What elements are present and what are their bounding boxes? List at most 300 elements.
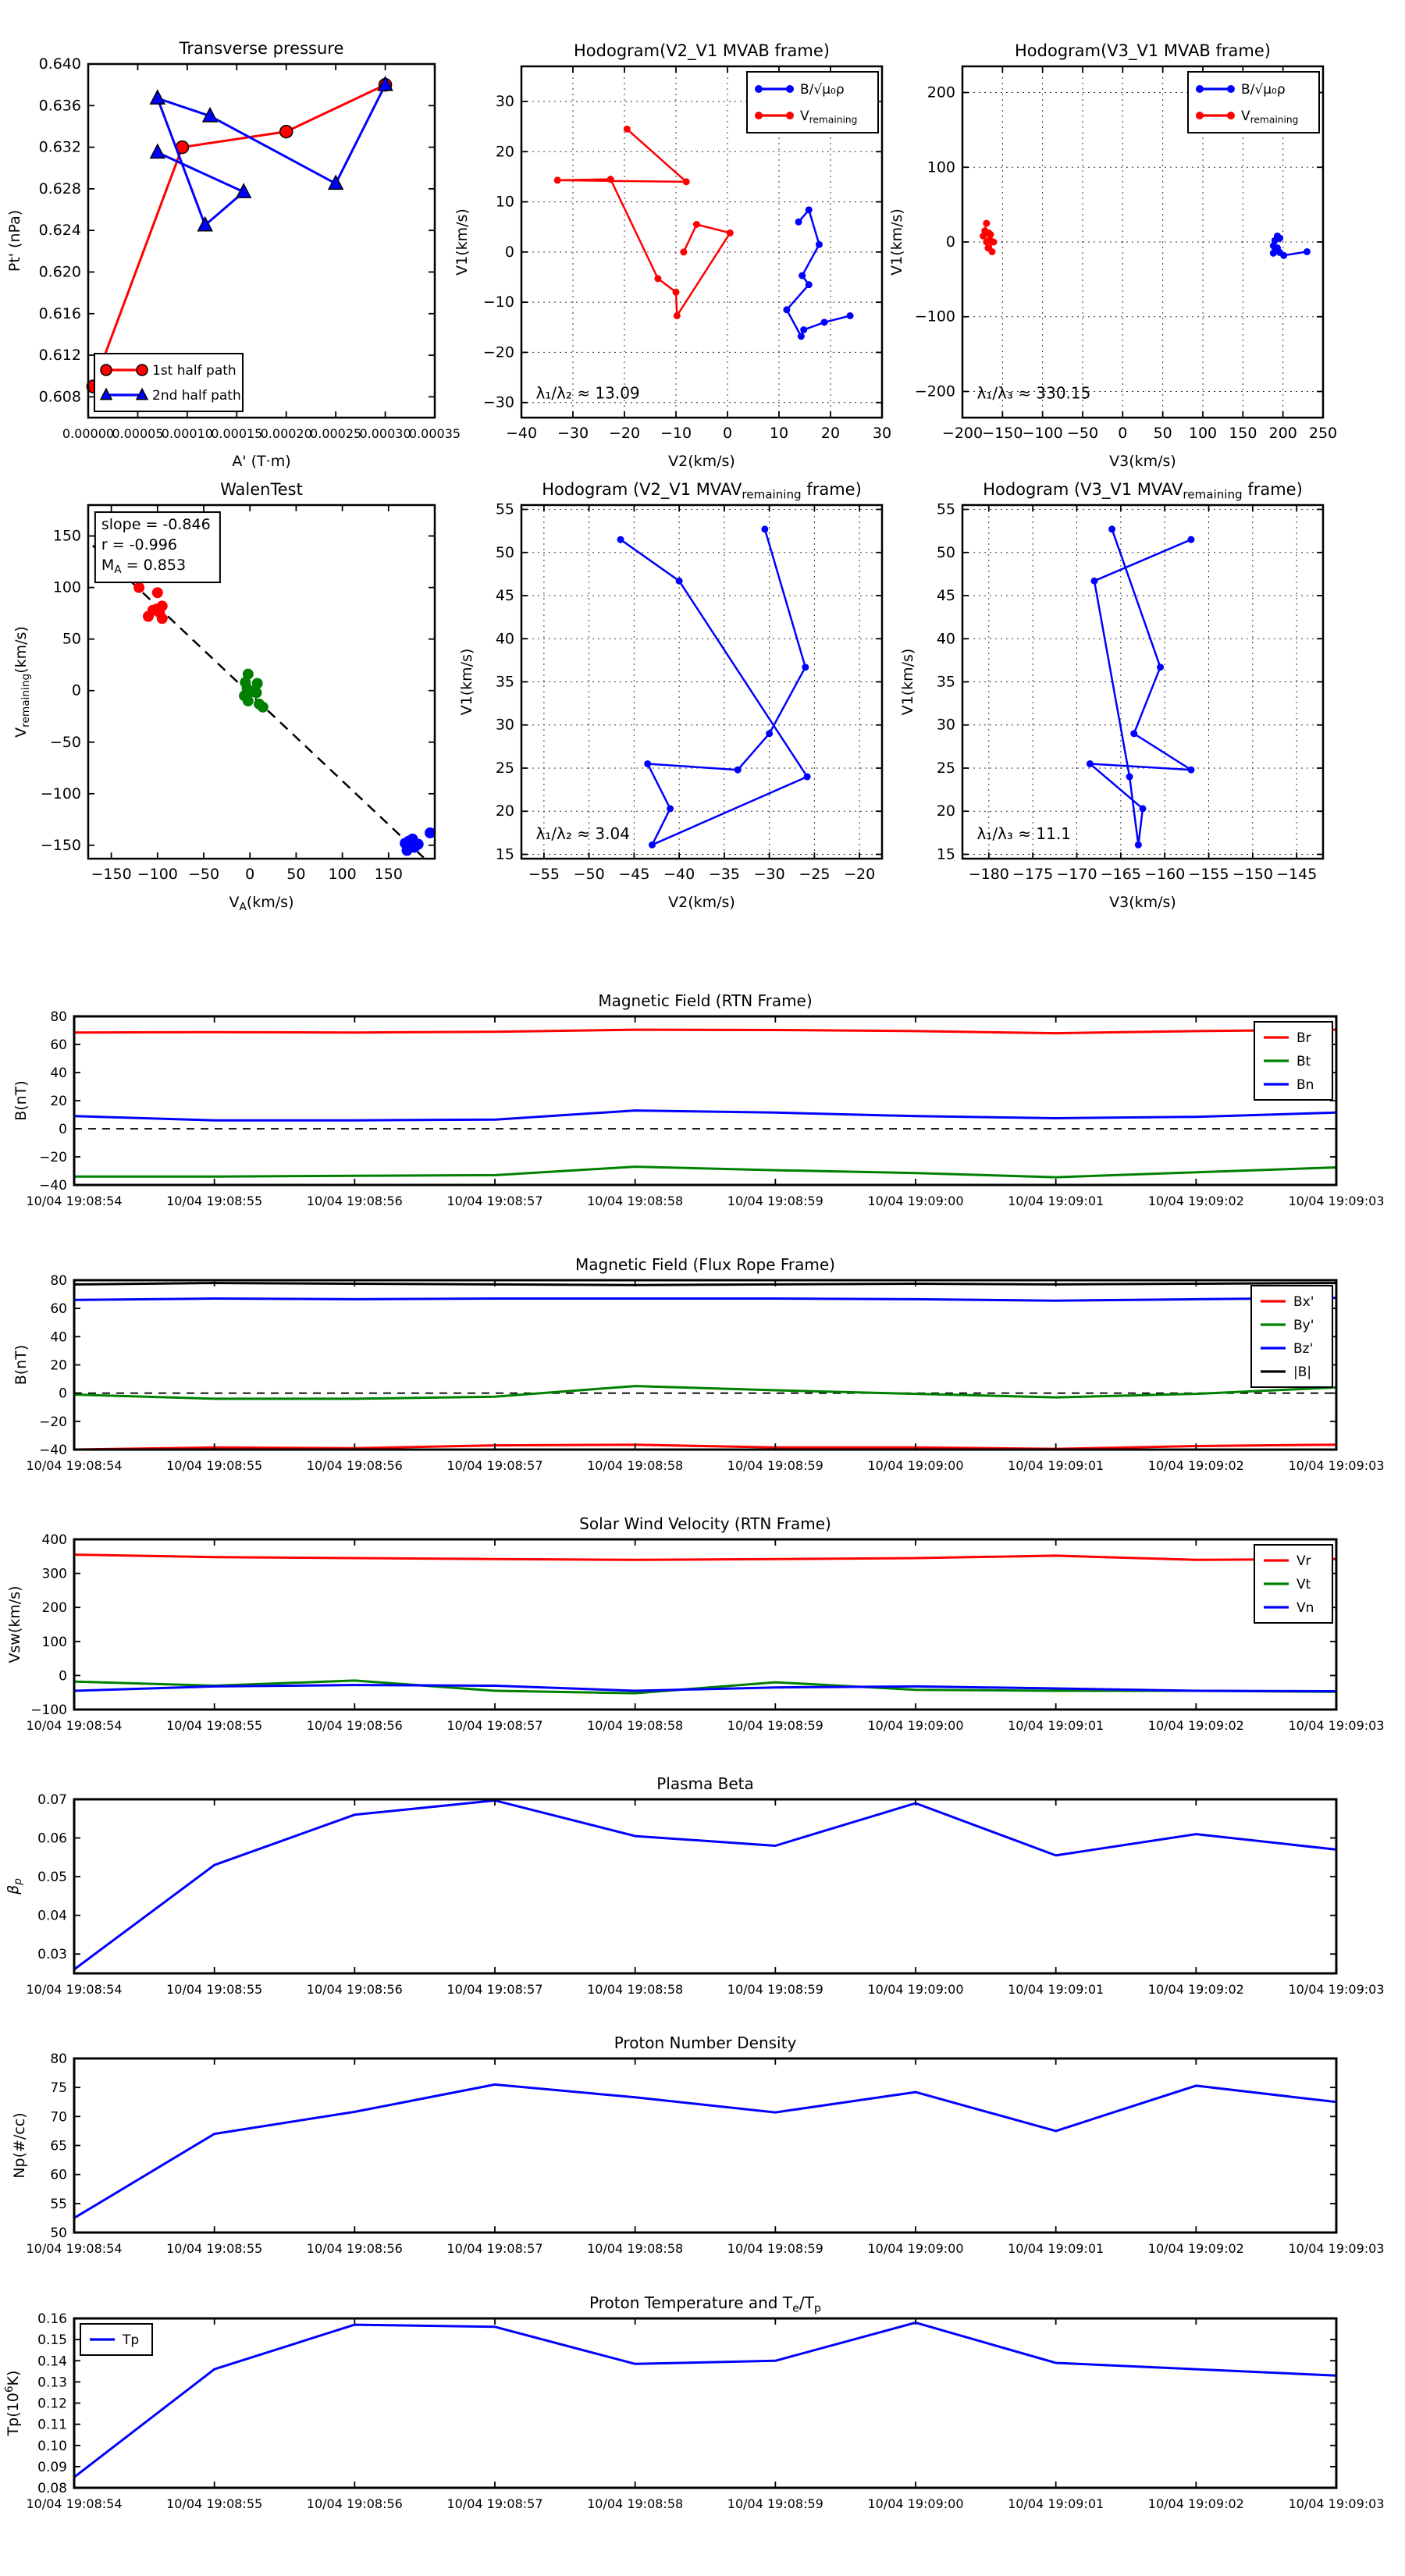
x-tick-label: 10/04 19:09:03 (1288, 1194, 1385, 1208)
y-tick-label: 300 (41, 1566, 67, 1582)
x-tick-label: 10/04 19:08:56 (306, 1982, 403, 1997)
y-tick-label: 50 (936, 543, 955, 561)
panel-magnetic-field-rtn (12, 991, 1385, 1208)
plot-area (74, 1280, 1336, 1450)
x-tick-label: 10/04 19:08:57 (446, 1194, 543, 1208)
marker-dot (157, 613, 168, 624)
x-tick-label: 10/04 19:09:01 (1008, 2496, 1104, 2511)
y-tick-label: 0.08 (37, 2481, 67, 2496)
legend-label: Bz' (1293, 1341, 1314, 1357)
panel-proton-temperature (3, 2293, 1385, 2511)
x-tick-label: 10/04 19:08:57 (446, 1718, 543, 1733)
panel-hodogram-v3v1-mvab (888, 41, 1337, 470)
x-tick-label: 0.00020 (260, 426, 312, 441)
marker-dot (649, 841, 656, 849)
marker-dot (986, 237, 993, 244)
panel-hodogram-v2v1-mvav (458, 480, 882, 911)
x-tick-label: 0.00030 (359, 426, 411, 441)
y-tick-label: 20 (495, 802, 514, 820)
y-tick-label: 20 (50, 1094, 67, 1109)
x-tick-label: 150 (374, 866, 403, 883)
x-axis-label: V2(km/s) (668, 453, 735, 470)
y-tick-label: −150 (40, 836, 81, 854)
y-tick-label: 20 (50, 1357, 67, 1374)
panel-magnetic-field-flux-rope (12, 1255, 1385, 1473)
y-tick-label: 35 (495, 673, 514, 691)
marker-dot (151, 603, 162, 614)
x-axis-label: V3(km/s) (1109, 453, 1176, 470)
y-tick-label: 50 (50, 2226, 67, 2241)
x-tick-label: 10/04 19:08:59 (727, 1458, 823, 1473)
plot-area (74, 1016, 1336, 1185)
marker-dot (1196, 112, 1204, 119)
x-tick-label: 10/04 19:08:54 (26, 1458, 123, 1473)
marker-dot (766, 730, 773, 737)
x-tick-label: 10/04 19:08:55 (166, 1718, 263, 1733)
marker-dot (258, 702, 269, 713)
x-tick-label: 10/04 19:08:54 (26, 2241, 123, 2256)
x-tick-label: −25 (799, 866, 831, 883)
plot-area (74, 1799, 1336, 1973)
marker-dot (783, 306, 790, 313)
y-tick-label: 25 (936, 759, 955, 777)
y-axis-label: Pt' (nPa) (6, 209, 23, 272)
marker-dot (673, 289, 680, 296)
y-tick-label: 0.608 (38, 388, 81, 406)
y-tick-label: 0.13 (37, 2375, 67, 2391)
chart-title: Proton Temperature and $T_e/T_p$ (589, 2293, 822, 2315)
y-tick-label: 0.628 (38, 180, 81, 197)
y-tick-label: −200 (914, 382, 955, 400)
y-tick-label: −40 (39, 1443, 67, 1458)
y-axis-label: V1(km/s) (899, 648, 916, 716)
marker-dot (800, 326, 807, 333)
y-tick-label: 45 (495, 587, 514, 605)
y-tick-label: 0.06 (37, 1831, 67, 1847)
y-tick-label: 0.616 (38, 304, 81, 322)
y-tick-label: 100 (927, 158, 955, 176)
x-tick-label: −170 (1056, 866, 1097, 883)
x-tick-label: −45 (618, 866, 650, 883)
y-tick-label: 10 (495, 193, 514, 211)
x-tick-label: 0.00005 (112, 426, 164, 441)
x-tick-label: 10/04 19:08:55 (166, 1982, 263, 1997)
x-tick-label: 0.00015 (211, 426, 263, 441)
y-tick-label: 50 (62, 630, 81, 648)
y-tick-label: 40 (50, 1329, 67, 1346)
x-tick-label: −30 (557, 425, 589, 442)
eigenvalue-ratio-annotation: λ₁/λ₃ ≈ 11.1 (976, 824, 1071, 844)
x-tick-label: 10/04 19:09:03 (1288, 2496, 1385, 2511)
y-tick-label: 60 (50, 1301, 67, 1318)
chart-title: Proton Number Density (614, 2033, 797, 2052)
y-tick-label: −100 (40, 785, 81, 802)
y-axis-label: $Tp(10^6K)$ (2, 2370, 22, 2436)
x-tick-label: 0.00010 (161, 426, 213, 441)
marker-dot (1280, 252, 1287, 259)
x-tick-label: 10/04 19:09:03 (1288, 1458, 1385, 1473)
x-tick-label: 250 (1308, 425, 1338, 442)
marker-dot (806, 206, 813, 213)
x-tick-label: 10 (769, 425, 789, 442)
y-tick-label: 0.12 (37, 2396, 67, 2412)
y-tick-label: 60 (50, 2167, 67, 2183)
y-tick-label: −100 (914, 308, 955, 326)
y-tick-label: 55 (50, 2196, 67, 2212)
x-tick-label: 10/04 19:08:59 (727, 1718, 823, 1733)
y-tick-label: 0 (59, 1668, 67, 1685)
x-tick-label: 10/04 19:08:59 (727, 2241, 823, 2256)
y-axis-label: Np(#/cc) (11, 2112, 28, 2179)
marker-dot (1196, 85, 1204, 93)
y-axis-label: Vsw(km/s) (6, 1585, 23, 1663)
y-tick-label: 0.09 (37, 2459, 67, 2475)
y-tick-label: 45 (936, 587, 955, 605)
legend-label: $V_{remaining}$ (800, 109, 858, 126)
marker-dot (1270, 250, 1277, 257)
marker-dot (727, 229, 734, 237)
y-tick-label: 30 (936, 716, 955, 734)
legend-label: Br (1297, 1030, 1311, 1046)
marker-dot (133, 582, 144, 593)
x-tick-label: 50 (286, 866, 306, 883)
marker-dot (1157, 664, 1164, 671)
marker-dot (816, 241, 823, 248)
y-tick-label: 20 (495, 143, 514, 161)
x-tick-label: −165 (1100, 866, 1141, 883)
marker-dot (983, 220, 990, 227)
marker-dot (693, 221, 700, 228)
x-tick-label: −155 (1188, 866, 1229, 883)
y-tick-label: 0.640 (38, 55, 81, 73)
legend-label: Tp (123, 2332, 140, 2348)
x-axis-label: V2(km/s) (668, 894, 735, 911)
marker-dot (624, 126, 631, 133)
legend-label: $V_{remaining}$ (1241, 109, 1299, 126)
y-tick-label: 0.636 (38, 97, 81, 115)
stats-line: $M_A = 0.853$ (101, 557, 187, 577)
marker-dot (1227, 112, 1235, 119)
marker-dot (617, 536, 624, 543)
marker-dot (806, 281, 813, 288)
marker-dot (1227, 85, 1235, 93)
x-tick-label: 10/04 19:09:02 (1147, 1194, 1244, 1208)
chart-title: Solar Wind Velocity (RTN Frame) (579, 1514, 831, 1533)
marker-dot (407, 834, 418, 845)
chart-title: Magnetic Field (RTN Frame) (598, 991, 813, 1010)
marker-dot (988, 248, 995, 255)
x-tick-label: −30 (753, 866, 785, 883)
y-tick-label: 15 (495, 845, 514, 863)
y-tick-label: 0.14 (37, 2354, 67, 2370)
y-tick-label: 20 (936, 802, 955, 820)
marker-dot (401, 845, 412, 856)
stats-line: r = -0.996 (101, 536, 177, 554)
x-tick-label: 10/04 19:09:01 (1008, 1458, 1104, 1473)
x-tick-label: 0 (722, 425, 733, 442)
y-tick-label: 80 (50, 1009, 67, 1025)
marker-dot (786, 112, 794, 119)
marker-dot (795, 219, 802, 226)
x-tick-label: 10/04 19:08:54 (26, 1982, 123, 1997)
marker-dot (980, 233, 987, 240)
x-tick-label: 10/04 19:08:59 (727, 2496, 823, 2511)
y-tick-label: 0.624 (38, 222, 81, 240)
x-tick-label: 10/04 19:08:57 (446, 2496, 543, 2511)
marker-dot (1187, 536, 1194, 543)
x-tick-label: 10/04 19:09:00 (867, 1458, 964, 1473)
x-tick-label: 50 (1153, 425, 1172, 442)
chart-title: Transverse pressure (179, 39, 344, 58)
x-tick-label: 10/04 19:08:57 (446, 2241, 543, 2256)
y-axis-label: B(nT) (12, 1080, 30, 1121)
y-axis-label: $\beta_p$ (5, 1878, 25, 1895)
x-tick-label: −180 (968, 866, 1009, 883)
marker-dot (1187, 767, 1194, 774)
y-tick-label: 0.612 (38, 347, 81, 365)
x-tick-label: −40 (663, 866, 695, 883)
y-tick-label: 80 (50, 1273, 67, 1289)
x-tick-label: 0.00025 (310, 426, 362, 441)
marker-dot (804, 774, 811, 781)
marker-circle (137, 365, 148, 375)
legend-label: Bx' (1293, 1294, 1314, 1310)
marker-dot (755, 112, 763, 119)
y-axis-label: V1(km/s) (454, 208, 471, 276)
x-tick-label: 10/04 19:08:58 (587, 2496, 684, 2511)
x-tick-label: 10/04 19:09:01 (1008, 1194, 1104, 1208)
y-tick-label: 0 (945, 233, 955, 251)
marker-dot (799, 272, 806, 279)
x-axis-label: V3(km/s) (1109, 894, 1176, 911)
y-tick-label: 200 (41, 1600, 67, 1617)
y-tick-label: 65 (50, 2138, 67, 2154)
x-tick-label: 10/04 19:09:02 (1147, 1982, 1244, 1997)
y-tick-label: 0.15 (37, 2332, 67, 2349)
x-tick-label: 10/04 19:08:56 (306, 2241, 403, 2256)
y-tick-label: 0.10 (37, 2438, 67, 2454)
marker-dot (683, 178, 690, 185)
x-tick-label: −160 (1144, 866, 1186, 883)
y-axis-label: V1(km/s) (458, 648, 475, 716)
legend-label: B/√μ₀ρ (800, 82, 845, 98)
x-tick-label: 10/04 19:09:01 (1008, 2241, 1104, 2256)
marker-dot (152, 587, 163, 598)
y-tick-label: 100 (52, 578, 81, 596)
x-tick-label: −50 (187, 866, 220, 883)
marker-dot (735, 767, 742, 774)
x-tick-label: 10/04 19:08:58 (587, 1458, 684, 1473)
x-tick-label: −50 (573, 866, 605, 883)
y-tick-label: 30 (495, 93, 514, 110)
legend-label: B/√μ₀ρ (1241, 82, 1286, 98)
y-tick-label: 30 (495, 716, 514, 734)
x-tick-label: 0.00000 (62, 426, 115, 441)
panel-walen-test (12, 480, 436, 913)
y-tick-label: −30 (482, 393, 514, 411)
x-tick-label: 100 (328, 866, 357, 883)
marker-dot (676, 578, 683, 585)
y-tick-label: 0.05 (37, 1870, 67, 1886)
x-tick-label: 10/04 19:08:59 (727, 1194, 823, 1208)
y-tick-label: 40 (495, 630, 514, 648)
x-tick-label: 10/04 19:08:56 (306, 1458, 403, 1473)
y-tick-label: 200 (927, 84, 955, 101)
legend-label: 1st half path (152, 363, 237, 379)
marker-dot (607, 176, 614, 183)
panel-plasma-beta (5, 1774, 1385, 1997)
y-tick-label: 0 (59, 1386, 67, 1402)
x-tick-label: 10/04 19:08:58 (587, 2241, 684, 2256)
y-tick-label: 40 (50, 1066, 67, 1081)
y-tick-label: 150 (52, 527, 81, 545)
chart-title: Magnetic Field (Flux Rope Frame) (575, 1255, 835, 1274)
chart-title: Hodogram (V2_V1 $MVAV_{remaining}$ frame) (542, 480, 862, 502)
panel-hodogram-v3v1-mvav (899, 480, 1323, 911)
y-tick-label: 0.07 (37, 1792, 67, 1808)
x-tick-label: 10/04 19:08:55 (166, 2241, 263, 2256)
x-tick-label: 10/04 19:08:57 (446, 1982, 543, 1997)
y-tick-label: 25 (495, 759, 514, 777)
x-tick-label: 10/04 19:08:58 (587, 1194, 684, 1208)
x-tick-label: 0 (245, 866, 255, 883)
marker-dot (1304, 248, 1311, 255)
chart-title: Hodogram (V3_V1 $MVAV_{remaining}$ frame) (983, 480, 1303, 502)
y-tick-label: 0 (504, 243, 514, 261)
x-tick-label: −200 (941, 425, 984, 442)
y-tick-label: 100 (41, 1634, 67, 1650)
chart-title: Plasma Beta (656, 1774, 754, 1793)
y-tick-label: 0.16 (37, 2311, 67, 2327)
eigenvalue-ratio-annotation: λ₁/λ₃ ≈ 330.15 (976, 383, 1091, 403)
panel-hodogram-v2v1-mvab (454, 41, 891, 470)
marker-dot (251, 687, 261, 698)
y-tick-label: −40 (39, 1178, 67, 1194)
y-tick-label: 0 (71, 681, 81, 699)
x-tick-label: 10/04 19:09:01 (1008, 1718, 1104, 1733)
marker-dot (761, 525, 768, 532)
x-tick-label: −100 (1022, 425, 1063, 442)
stats-line: slope = -0.846 (101, 516, 211, 534)
y-tick-label: 0.04 (37, 1908, 67, 1924)
x-tick-label: 10/04 19:08:58 (587, 1718, 684, 1733)
x-tick-label: −20 (844, 866, 876, 883)
eigenvalue-ratio-annotation: λ₁/λ₂ ≈ 3.04 (535, 824, 630, 844)
marker-dot (644, 760, 651, 767)
x-tick-label: 10/04 19:09:02 (1147, 2496, 1244, 2511)
y-tick-label: 400 (41, 1532, 67, 1548)
y-tick-label: −50 (49, 733, 81, 751)
x-tick-label: 10/04 19:09:03 (1288, 1982, 1385, 1997)
y-tick-label: 80 (50, 2051, 67, 2067)
marker-dot (821, 318, 828, 326)
y-tick-label: 75 (50, 2080, 67, 2097)
x-tick-label: 10/04 19:08:54 (26, 1194, 123, 1208)
legend-label: Vt (1297, 1577, 1311, 1592)
marker-dot (554, 176, 561, 183)
x-tick-label: 10/04 19:08:56 (306, 1194, 403, 1208)
x-tick-label: 10/04 19:09:03 (1288, 1718, 1385, 1733)
x-tick-label: 10/04 19:08:55 (166, 1458, 263, 1473)
y-tick-label: 40 (936, 630, 955, 648)
y-tick-label: 0.03 (37, 1947, 67, 1963)
legend-label: 2nd half path (152, 388, 241, 404)
x-tick-label: 10/04 19:08:57 (446, 1458, 543, 1473)
x-tick-label: 0 (1118, 425, 1128, 442)
panel-proton-number-density (11, 2033, 1385, 2256)
x-tick-label: 10/04 19:09:02 (1147, 1718, 1244, 1733)
x-tick-label: 10/04 19:08:59 (727, 1982, 823, 1997)
x-tick-label: 100 (1188, 425, 1218, 442)
x-tick-label: 0.00035 (408, 426, 461, 441)
x-tick-label: −40 (505, 425, 538, 442)
x-tick-label: −35 (708, 866, 740, 883)
marker-dot (667, 805, 674, 812)
marker-dot (674, 312, 681, 319)
marker-dot (847, 312, 854, 319)
y-tick-label: 35 (936, 673, 955, 691)
x-tick-label: 10/04 19:09:00 (867, 1718, 964, 1733)
marker-dot (680, 248, 687, 255)
x-tick-label: 10/04 19:08:56 (306, 1718, 403, 1733)
marker-dot (654, 275, 661, 282)
y-tick-label: 0.11 (37, 2417, 67, 2433)
panel-solar-wind-velocity (6, 1514, 1385, 1733)
x-tick-label: 10/04 19:09:00 (867, 2496, 964, 2511)
x-tick-label: 10/04 19:09:03 (1288, 2241, 1385, 2256)
panel-transverse-pressure (6, 39, 461, 470)
y-tick-label: −20 (482, 343, 514, 361)
x-tick-label: −100 (137, 866, 178, 883)
legend-label: Vn (1297, 1600, 1314, 1616)
x-tick-label: −50 (1066, 425, 1099, 442)
y-axis-label: V1(km/s) (888, 208, 905, 276)
legend-label: Bn (1297, 1077, 1314, 1093)
marker-dot (143, 611, 154, 622)
y-tick-label: 70 (50, 2109, 67, 2126)
chart-title: Hodogram(V3_V1 MVAB frame) (1015, 41, 1271, 60)
marker-dot (1130, 730, 1137, 737)
y-axis-label: $V_{remaining}(km/s)$ (12, 626, 33, 738)
x-tick-label: 150 (1229, 425, 1257, 442)
x-tick-label: 10/04 19:09:01 (1008, 1982, 1104, 1997)
legend-label: By' (1293, 1318, 1314, 1333)
y-tick-label: 55 (936, 500, 955, 518)
y-tick-label: 15 (936, 845, 955, 863)
marker-dot (802, 664, 809, 671)
y-tick-label: 50 (495, 543, 514, 561)
x-axis-label: A' (T·m) (232, 453, 291, 470)
x-tick-label: 30 (872, 425, 892, 442)
marker-dot (1091, 578, 1098, 585)
marker-dot (798, 333, 805, 340)
x-tick-label: 10/04 19:09:00 (867, 1194, 964, 1208)
marker-dot (1087, 760, 1094, 767)
x-tick-label: 10/04 19:08:55 (166, 1194, 263, 1208)
marker-circle (101, 365, 112, 375)
marker-dot (1135, 841, 1142, 849)
chart-title: Hodogram(V2_V1 MVAB frame) (574, 41, 830, 60)
x-tick-label: 10/04 19:09:00 (867, 2241, 964, 2256)
x-axis-label: $V_A(km/s)$ (229, 894, 294, 914)
marker-dot (1276, 235, 1283, 242)
x-tick-label: −145 (1276, 866, 1318, 883)
y-tick-label: −10 (482, 294, 514, 311)
y-tick-label: 60 (50, 1037, 67, 1053)
x-tick-label: 10/04 19:08:54 (26, 2496, 123, 2511)
x-tick-label: 10/04 19:08:55 (166, 2496, 263, 2511)
x-tick-label: 10/04 19:08:58 (587, 1982, 684, 1997)
